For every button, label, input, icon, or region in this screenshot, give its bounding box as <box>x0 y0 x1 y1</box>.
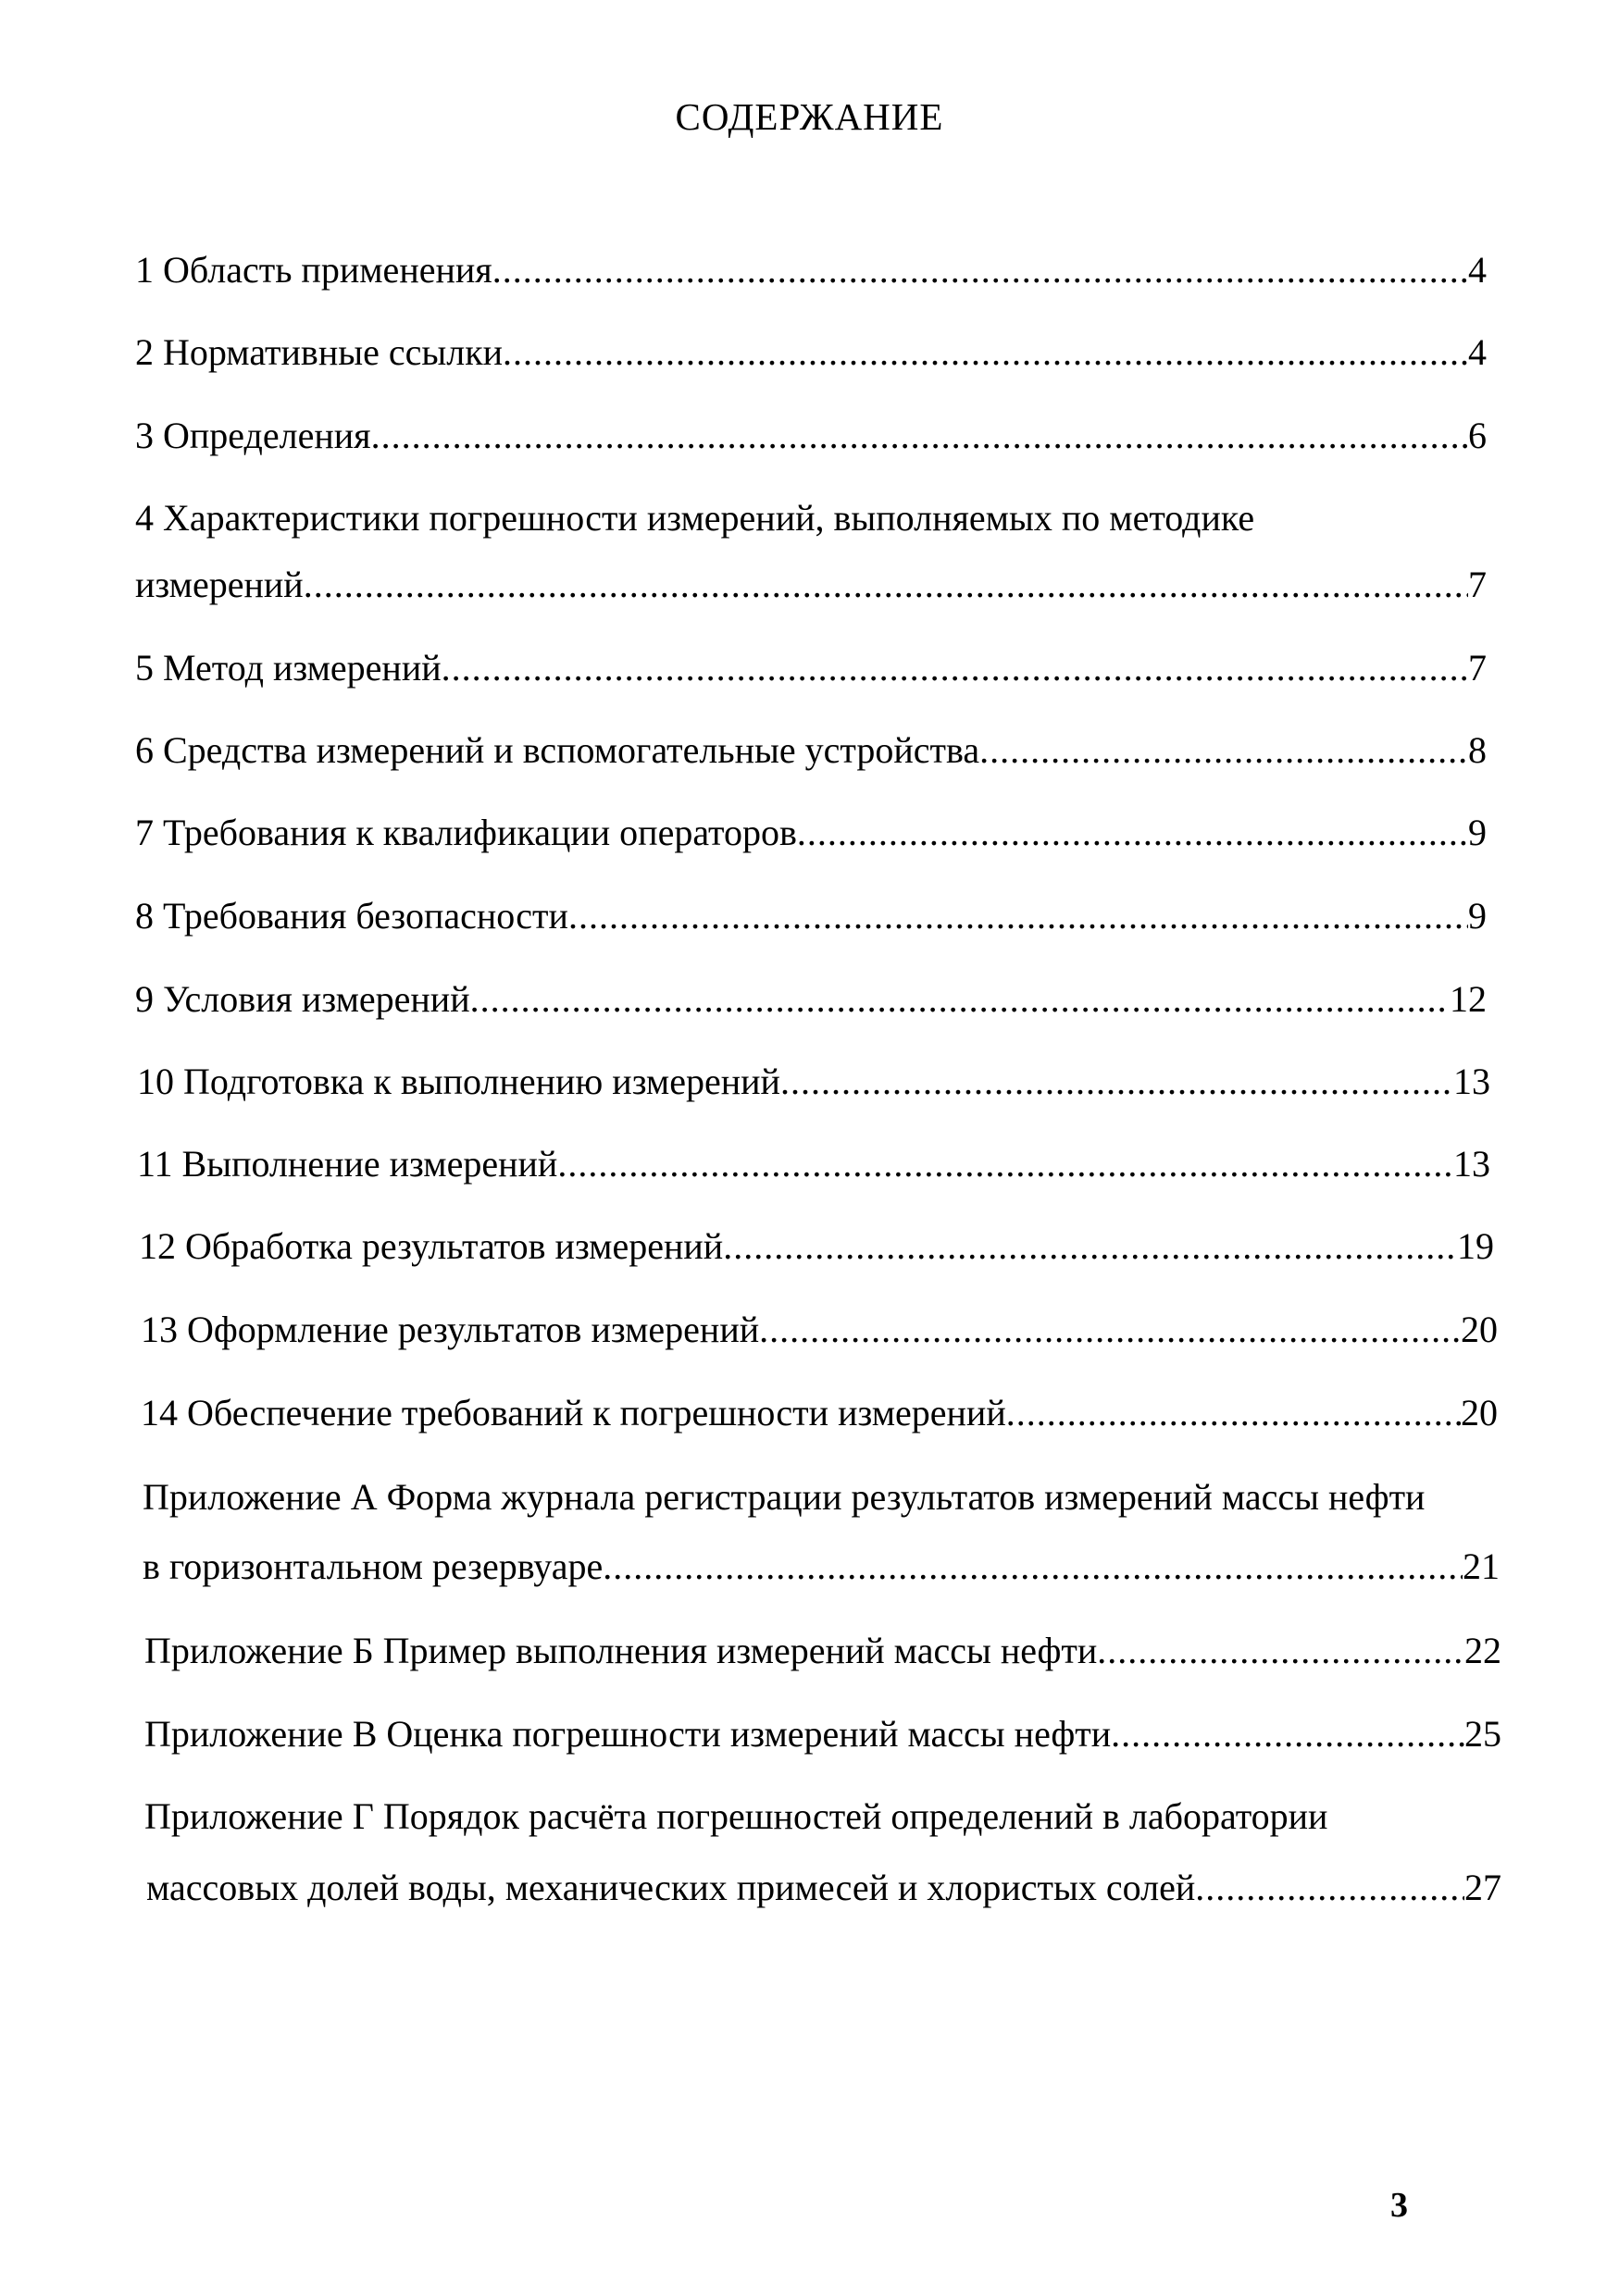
dot-leader <box>503 327 1468 379</box>
page-number: 3 <box>1390 2186 1408 2225</box>
dot-leader <box>1111 1708 1464 1760</box>
toc-entry-first-line: Приложение А Форма журнала регистрации результатов измерений массы нефти <box>143 1476 1426 1518</box>
toc-entry <box>135 974 1487 1025</box>
toc-entry-page: 6 <box>1468 415 1487 456</box>
toc-entry-title: 7 Требования к квалификации операторов <box>135 812 797 853</box>
toc-entry-page: 20 <box>1461 1392 1498 1433</box>
dot-leader <box>1195 1862 1464 1914</box>
dot-leader <box>603 1541 1463 1593</box>
toc-entry-title: 8 Требования безопасности <box>135 895 568 937</box>
toc-entry-page: 13 <box>1453 1143 1490 1185</box>
toc-entry-page: 21 <box>1463 1545 1500 1587</box>
dot-leader <box>304 559 1468 611</box>
toc-entry <box>137 1138 1490 1190</box>
dot-leader <box>780 1056 1453 1108</box>
toc-entry-page: 4 <box>1468 331 1487 373</box>
toc-entry-page: 8 <box>1468 729 1487 771</box>
toc-entry <box>135 244 1487 296</box>
toc-entry-title: в горизонтальном резервуаре <box>143 1545 604 1587</box>
toc-entry-title: 12 Обработка результатов измерений <box>139 1225 724 1267</box>
toc-entry-title: Приложение Б Пример выполнения измерений массы нефти <box>144 1630 1098 1671</box>
toc-entry <box>135 642 1487 694</box>
toc-entry-page: 25 <box>1464 1713 1501 1755</box>
toc-entry-page: 4 <box>1468 249 1487 291</box>
toc-entry-first-line: 4 Характеристики погрешности измерений, выполняемых по методике <box>135 497 1255 539</box>
toc-entry <box>137 1056 1490 1108</box>
toc-entry-title: 5 Метод измерений <box>135 647 442 689</box>
toc-entry-page: 20 <box>1461 1309 1498 1350</box>
toc-entry-title: измерений <box>135 564 304 605</box>
toc-entry <box>135 559 1487 611</box>
toc-entry <box>144 1708 1501 1760</box>
toc-entry <box>135 327 1487 379</box>
dot-leader <box>442 642 1468 694</box>
dot-leader <box>470 974 1450 1025</box>
toc-entry-title: 10 Подготовка к выполнению измерений <box>137 1061 780 1102</box>
dot-leader <box>797 807 1468 859</box>
toc-entry-page: 9 <box>1468 895 1487 937</box>
toc-entry <box>144 1625 1501 1677</box>
toc-entry <box>143 1541 1500 1593</box>
toc-entry-title: 3 Определения <box>135 415 371 456</box>
toc-entry-title: 2 Нормативные ссылки <box>135 331 504 373</box>
dot-leader <box>759 1304 1461 1356</box>
dot-leader <box>492 244 1468 296</box>
toc-entry <box>135 725 1487 776</box>
toc-entry-page: 19 <box>1457 1225 1494 1267</box>
toc-entry-title: 13 Оформление результатов измерений <box>141 1309 760 1350</box>
toc-entry-page: 7 <box>1468 647 1487 689</box>
toc-entry <box>135 807 1487 859</box>
dot-leader <box>723 1221 1457 1272</box>
toc-entry-page: 7 <box>1468 564 1487 605</box>
dot-leader <box>371 410 1468 462</box>
toc-entry-page: 27 <box>1464 1867 1501 1908</box>
toc-entry-title: Приложение В Оценка погрешности измерений массы нефти <box>144 1713 1112 1755</box>
dot-leader <box>1097 1625 1464 1677</box>
toc-entry-title: массовых долей воды, механических примесей и хлористых солей <box>146 1867 1196 1908</box>
toc-entry-page: 22 <box>1464 1630 1501 1671</box>
toc-entry <box>146 1862 1501 1914</box>
toc-entry <box>139 1221 1494 1272</box>
toc-entry-page: 12 <box>1450 978 1487 1020</box>
toc-entry-title: 14 Обеспечение требований к погрешности измерений <box>141 1392 1006 1433</box>
dot-leader <box>557 1138 1453 1190</box>
toc-entry-first-line: Приложение Г Порядок расчёта погрешностей определений в лаборатории <box>144 1795 1328 1837</box>
dot-leader <box>568 890 1468 942</box>
toc-entry-page: 9 <box>1468 812 1487 853</box>
toc-entry <box>135 890 1487 942</box>
toc-entry-page: 13 <box>1453 1061 1490 1102</box>
toc-entry <box>141 1304 1498 1356</box>
page-title: СОДЕРЖАНИЕ <box>675 95 944 138</box>
toc-entry <box>135 410 1487 462</box>
toc-entry <box>141 1387 1498 1439</box>
dot-leader <box>1006 1387 1461 1439</box>
toc-entry-title: 11 Выполнение измерений <box>137 1143 558 1185</box>
toc-entry-title: 9 Условия измерений <box>135 978 470 1020</box>
toc-entry-title: 1 Область применения <box>135 249 492 291</box>
dot-leader <box>979 725 1468 776</box>
toc-entry-title: 6 Средства измерений и вспомогательные устройства <box>135 729 980 771</box>
